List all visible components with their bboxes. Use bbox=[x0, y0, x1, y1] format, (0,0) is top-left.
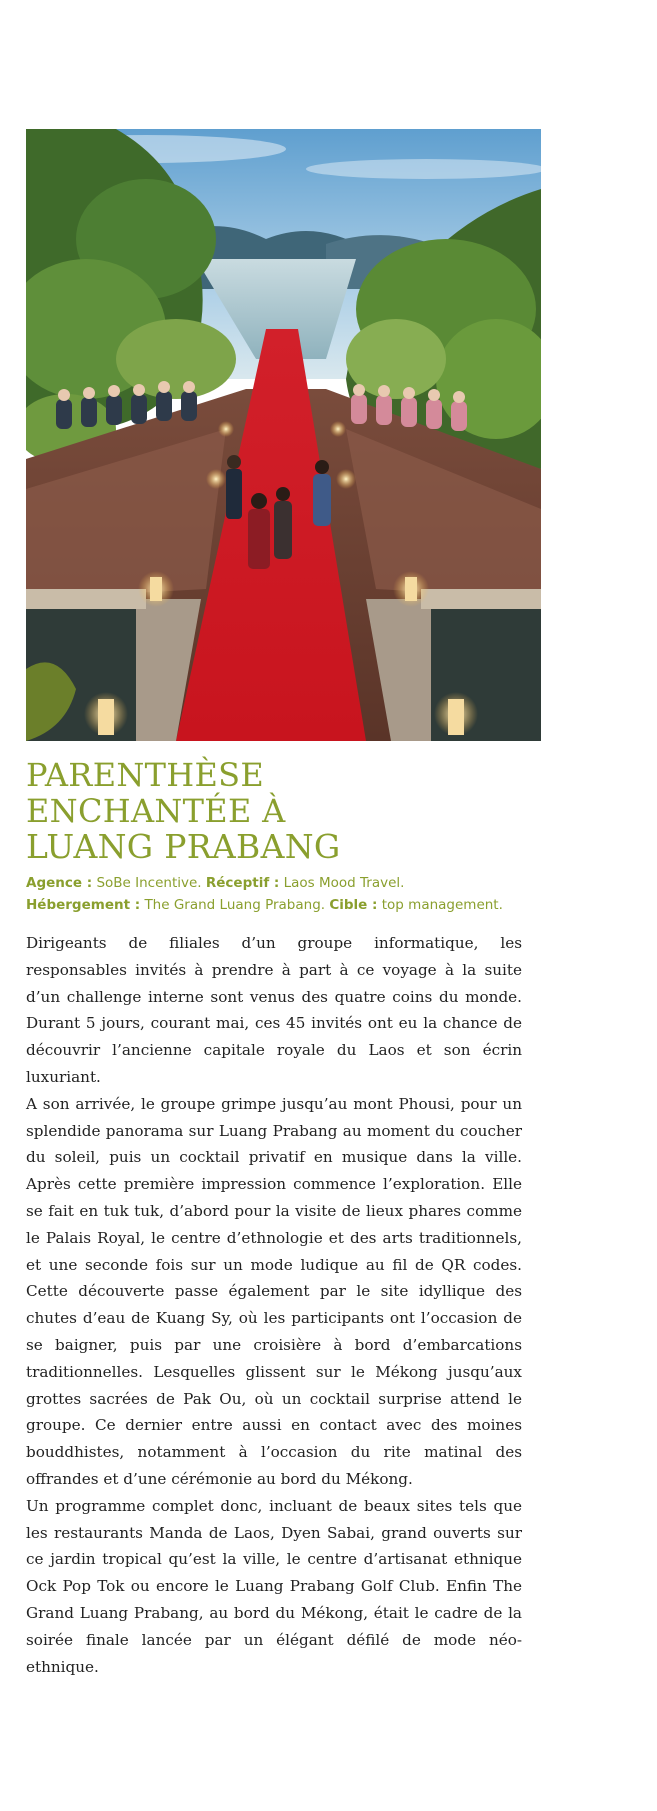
receptif-label: Réceptif : bbox=[205, 875, 280, 891]
title-line-3: LUANG PRABANG bbox=[26, 827, 341, 866]
article-title bbox=[26, 757, 341, 865]
paragraph-program: Un programme complet donc, incluant de beaux sites tels que les restaurants Manda de Laos, Dyen Sabai, grand ouverts sur ce jardin tropical qu’est la ville, le centre d’artisanat ethnique Ock Pop Tok ou encore le Luang Prabang Golf Club. Enfin The Grand Luang Prabang, au bord du Mékong, était le cadre de la soirée finale lancée par un élégant défilé de mode néo-ethnique. bbox=[26, 1496, 522, 1676]
cible-label: Cible : bbox=[329, 897, 378, 913]
agence-value: SoBe Incentive. bbox=[96, 875, 202, 891]
agence-label: Agence : bbox=[26, 875, 93, 891]
hebergement-value: The Grand Luang Prabang. bbox=[144, 897, 326, 913]
cible-value: top management. bbox=[381, 897, 503, 913]
hebergement-label: Hébergement : bbox=[26, 897, 141, 913]
credits-line-1 bbox=[26, 872, 546, 894]
title-line-2: ENCHANTÉE À bbox=[26, 792, 286, 830]
receptif-value: Laos Mood Travel. bbox=[283, 875, 405, 891]
article-photo bbox=[26, 129, 541, 741]
credits-line-2 bbox=[26, 894, 546, 916]
article-body bbox=[26, 930, 522, 1680]
paragraph-intro: Dirigeants de filiales d’un groupe informatique, les responsables invités à prendre à part à ce voyage à la suite d’un challenge interne sont venus des quatre coins du monde. Durant 5 jours, courant mai, ces 45 invités ont eu la chance de découvrir l’ancienne capitale royale du Laos et son écrin luxuriant. bbox=[26, 934, 522, 1086]
title-line-1: PARENTHÈSE bbox=[26, 756, 265, 794]
paragraph-itinerary: A son arrivée, le groupe grimpe jusqu’au mont Phousi, pour un splendide panorama sur Luang Prabang au moment du coucher du soleil, puis un cocktail privatif en musique dans la ville. Après cette première impression commence l’exploration. Elle se fait en tuk tuk, d’abord pour la visite de lieux phares comme le Palais Royal, le centre d’ethnologie et des arts traditionnels, et une seconde fois sur un mode ludique au fil de QR codes. Cette découverte passe également par le site idyllique des chutes d’eau de Kuang Sy, où les participants ont l’occasion de se baigner, puis par une croisière à bord d’embarcations traditionnelles. Lesquelles glissent sur le Mékong jusqu’aux grottes sacrées de Pak Ou, où un cocktail surprise attend le groupe. Ce dernier entre aussi en contact avec des moines bouddhistes, notamment à l’occasion du rite matinal des offrandes et d’une cérémonie au bord du Mékong. bbox=[26, 1094, 522, 1488]
article-credits bbox=[26, 872, 546, 916]
luang-prabang-red-carpet-photo bbox=[26, 129, 541, 741]
